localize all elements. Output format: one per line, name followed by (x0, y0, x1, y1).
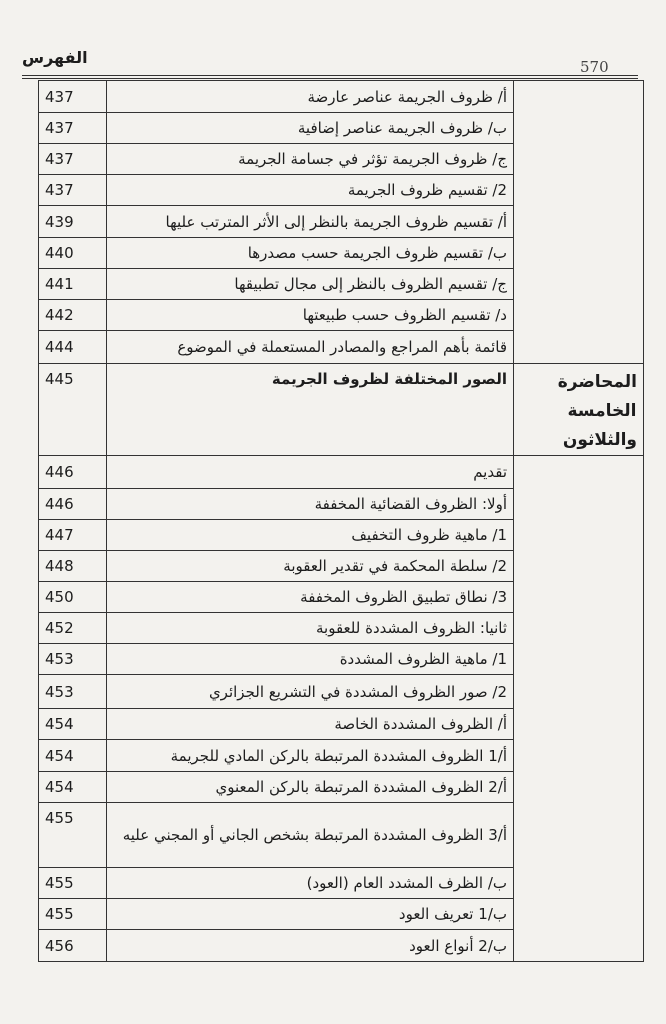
table-row (39, 675, 644, 709)
table-row (39, 930, 644, 962)
title-cell: تقديم (107, 456, 514, 489)
table-row (39, 331, 644, 364)
table-row (39, 644, 644, 675)
lecture-cell-empty (514, 206, 644, 238)
title-cell: 2/ صور الظروف المشددة في التشريع الجزائري (107, 675, 514, 709)
table-row (39, 81, 644, 113)
lecture-cell-empty (514, 709, 644, 740)
page-cell: 445 (39, 364, 107, 456)
title-cell: ب/ تقسيم ظروف الجريمة حسب مصدرها (107, 238, 514, 269)
table-row (39, 113, 644, 144)
table-row (39, 456, 644, 489)
table-row (39, 175, 644, 206)
lecture-cell (514, 364, 644, 456)
title-cell: 2/ تقسيم ظروف الجريمة (107, 175, 514, 206)
lecture-cell-empty (514, 144, 644, 175)
table-row (39, 206, 644, 238)
page-cell: 454 (39, 772, 107, 803)
title-cell: 1/ ماهية الظروف المشددة (107, 644, 514, 675)
title-cell: ب/ الظرف المشدد العام (العود) (107, 868, 514, 899)
lecture-cell-empty (514, 331, 644, 364)
index-title: الفهرس (22, 48, 88, 67)
title-cell: ب/2 أنواع العود (107, 930, 514, 962)
title-cell: أ/2 الظروف المشددة المرتبطة بالركن المعنوي (107, 772, 514, 803)
title-cell: ب/1 تعريف العود (107, 899, 514, 930)
lecture-cell-empty (514, 868, 644, 899)
title-cell: 1/ ماهية ظروف التخفيف (107, 520, 514, 551)
lecture-heading-row (39, 364, 644, 456)
lecture-cell-empty (514, 551, 644, 582)
page-cell: 437 (39, 81, 107, 113)
page-cell: 446 (39, 456, 107, 489)
page-cell: 437 (39, 175, 107, 206)
table-row (39, 238, 644, 269)
page-cell: 440 (39, 238, 107, 269)
page-cell: 448 (39, 551, 107, 582)
lecture-cell-empty (514, 644, 644, 675)
lecture-cell-empty (514, 740, 644, 772)
lecture-cell-empty (514, 582, 644, 613)
page-cell: 454 (39, 740, 107, 772)
table-row (39, 520, 644, 551)
table-row (39, 613, 644, 644)
lecture-cell-empty (514, 269, 644, 300)
header-rule (22, 75, 638, 76)
lecture-cell-empty (514, 238, 644, 269)
page-cell: 441 (39, 269, 107, 300)
table-row (39, 489, 644, 520)
lecture-cell-empty (514, 300, 644, 331)
lecture-cell-empty (514, 81, 644, 113)
header-rule (22, 78, 638, 79)
table-row (39, 300, 644, 331)
page-cell: 453 (39, 644, 107, 675)
page-cell: 452 (39, 613, 107, 644)
table-row (39, 582, 644, 613)
lecture-cell-empty (514, 899, 644, 930)
lecture-cell-empty (514, 675, 644, 709)
title-cell: ج/ تقسيم الظروف بالنظر إلى مجال تطبيقها (107, 269, 514, 300)
lecture-cell-empty (514, 772, 644, 803)
page-number: 570 (580, 58, 609, 76)
table-row (39, 269, 644, 300)
title-cell: ج/ ظروف الجريمة تؤثر في جسامة الجريمة (107, 144, 514, 175)
page-cell: 447 (39, 520, 107, 551)
page-cell: 437 (39, 113, 107, 144)
lecture-cell-empty (514, 489, 644, 520)
page-cell: 446 (39, 489, 107, 520)
page-cell: 455 (39, 803, 107, 868)
lecture-cell-empty (514, 930, 644, 962)
title-cell: قائمة بأهم المراجع والمصادر المستعملة في الموضوع (107, 331, 514, 364)
page-cell: 455 (39, 868, 107, 899)
title-cell: 2/ سلطة المحكمة في تقدير العقوبة (107, 551, 514, 582)
page-cell: 437 (39, 144, 107, 175)
page-cell: 439 (39, 206, 107, 238)
lecture-label: المحاضرة الخامسة والثلاثون (557, 372, 637, 450)
title-cell: أ/ الظروف المشددة الخاصة (107, 709, 514, 740)
table-row (39, 803, 644, 868)
page-cell: 450 (39, 582, 107, 613)
title-cell: أ/3 الظروف المشددة المرتبطة بشخص الجاني أو المجني عليه (107, 803, 514, 868)
lecture-cell-empty (514, 520, 644, 551)
lecture-cell-empty (514, 613, 644, 644)
page-cell: 442 (39, 300, 107, 331)
lecture-cell-empty (514, 456, 644, 489)
lecture-cell-empty (514, 175, 644, 206)
title-cell: ثانيا: الظروف المشددة للعقوبة (107, 613, 514, 644)
table-row (39, 772, 644, 803)
page-cell: 456 (39, 930, 107, 962)
title-cell: أ/1 الظروف المشددة المرتبطة بالركن المادي للجريمة (107, 740, 514, 772)
title-cell: أ/ ظروف الجريمة عناصر عارضة (107, 81, 514, 113)
title-cell: 3/ نطاق تطبيق الظروف المخففة (107, 582, 514, 613)
page-cell: 444 (39, 331, 107, 364)
lecture-cell-empty (514, 803, 644, 868)
table-row (39, 144, 644, 175)
title-cell: أولا: الظروف القضائية المخففة (107, 489, 514, 520)
title-cell: د/ تقسيم الظروف حسب طبيعتها (107, 300, 514, 331)
table-row (39, 709, 644, 740)
title-cell: أ/ تقسيم ظروف الجريمة بالنظر إلى الأثر المترتب عليها (107, 206, 514, 238)
title-cell: ب/ ظروف الجريمة عناصر إضافية (107, 113, 514, 144)
table-row (39, 868, 644, 899)
lecture-heading-title: الصور المختلفة لظروف الجريمة (107, 364, 514, 456)
page-cell: 454 (39, 709, 107, 740)
page-cell: 455 (39, 899, 107, 930)
page-cell: 453 (39, 675, 107, 709)
index-table (38, 80, 644, 962)
table-row (39, 551, 644, 582)
table-row (39, 899, 644, 930)
table-row (39, 740, 644, 772)
lecture-cell-empty (514, 113, 644, 144)
